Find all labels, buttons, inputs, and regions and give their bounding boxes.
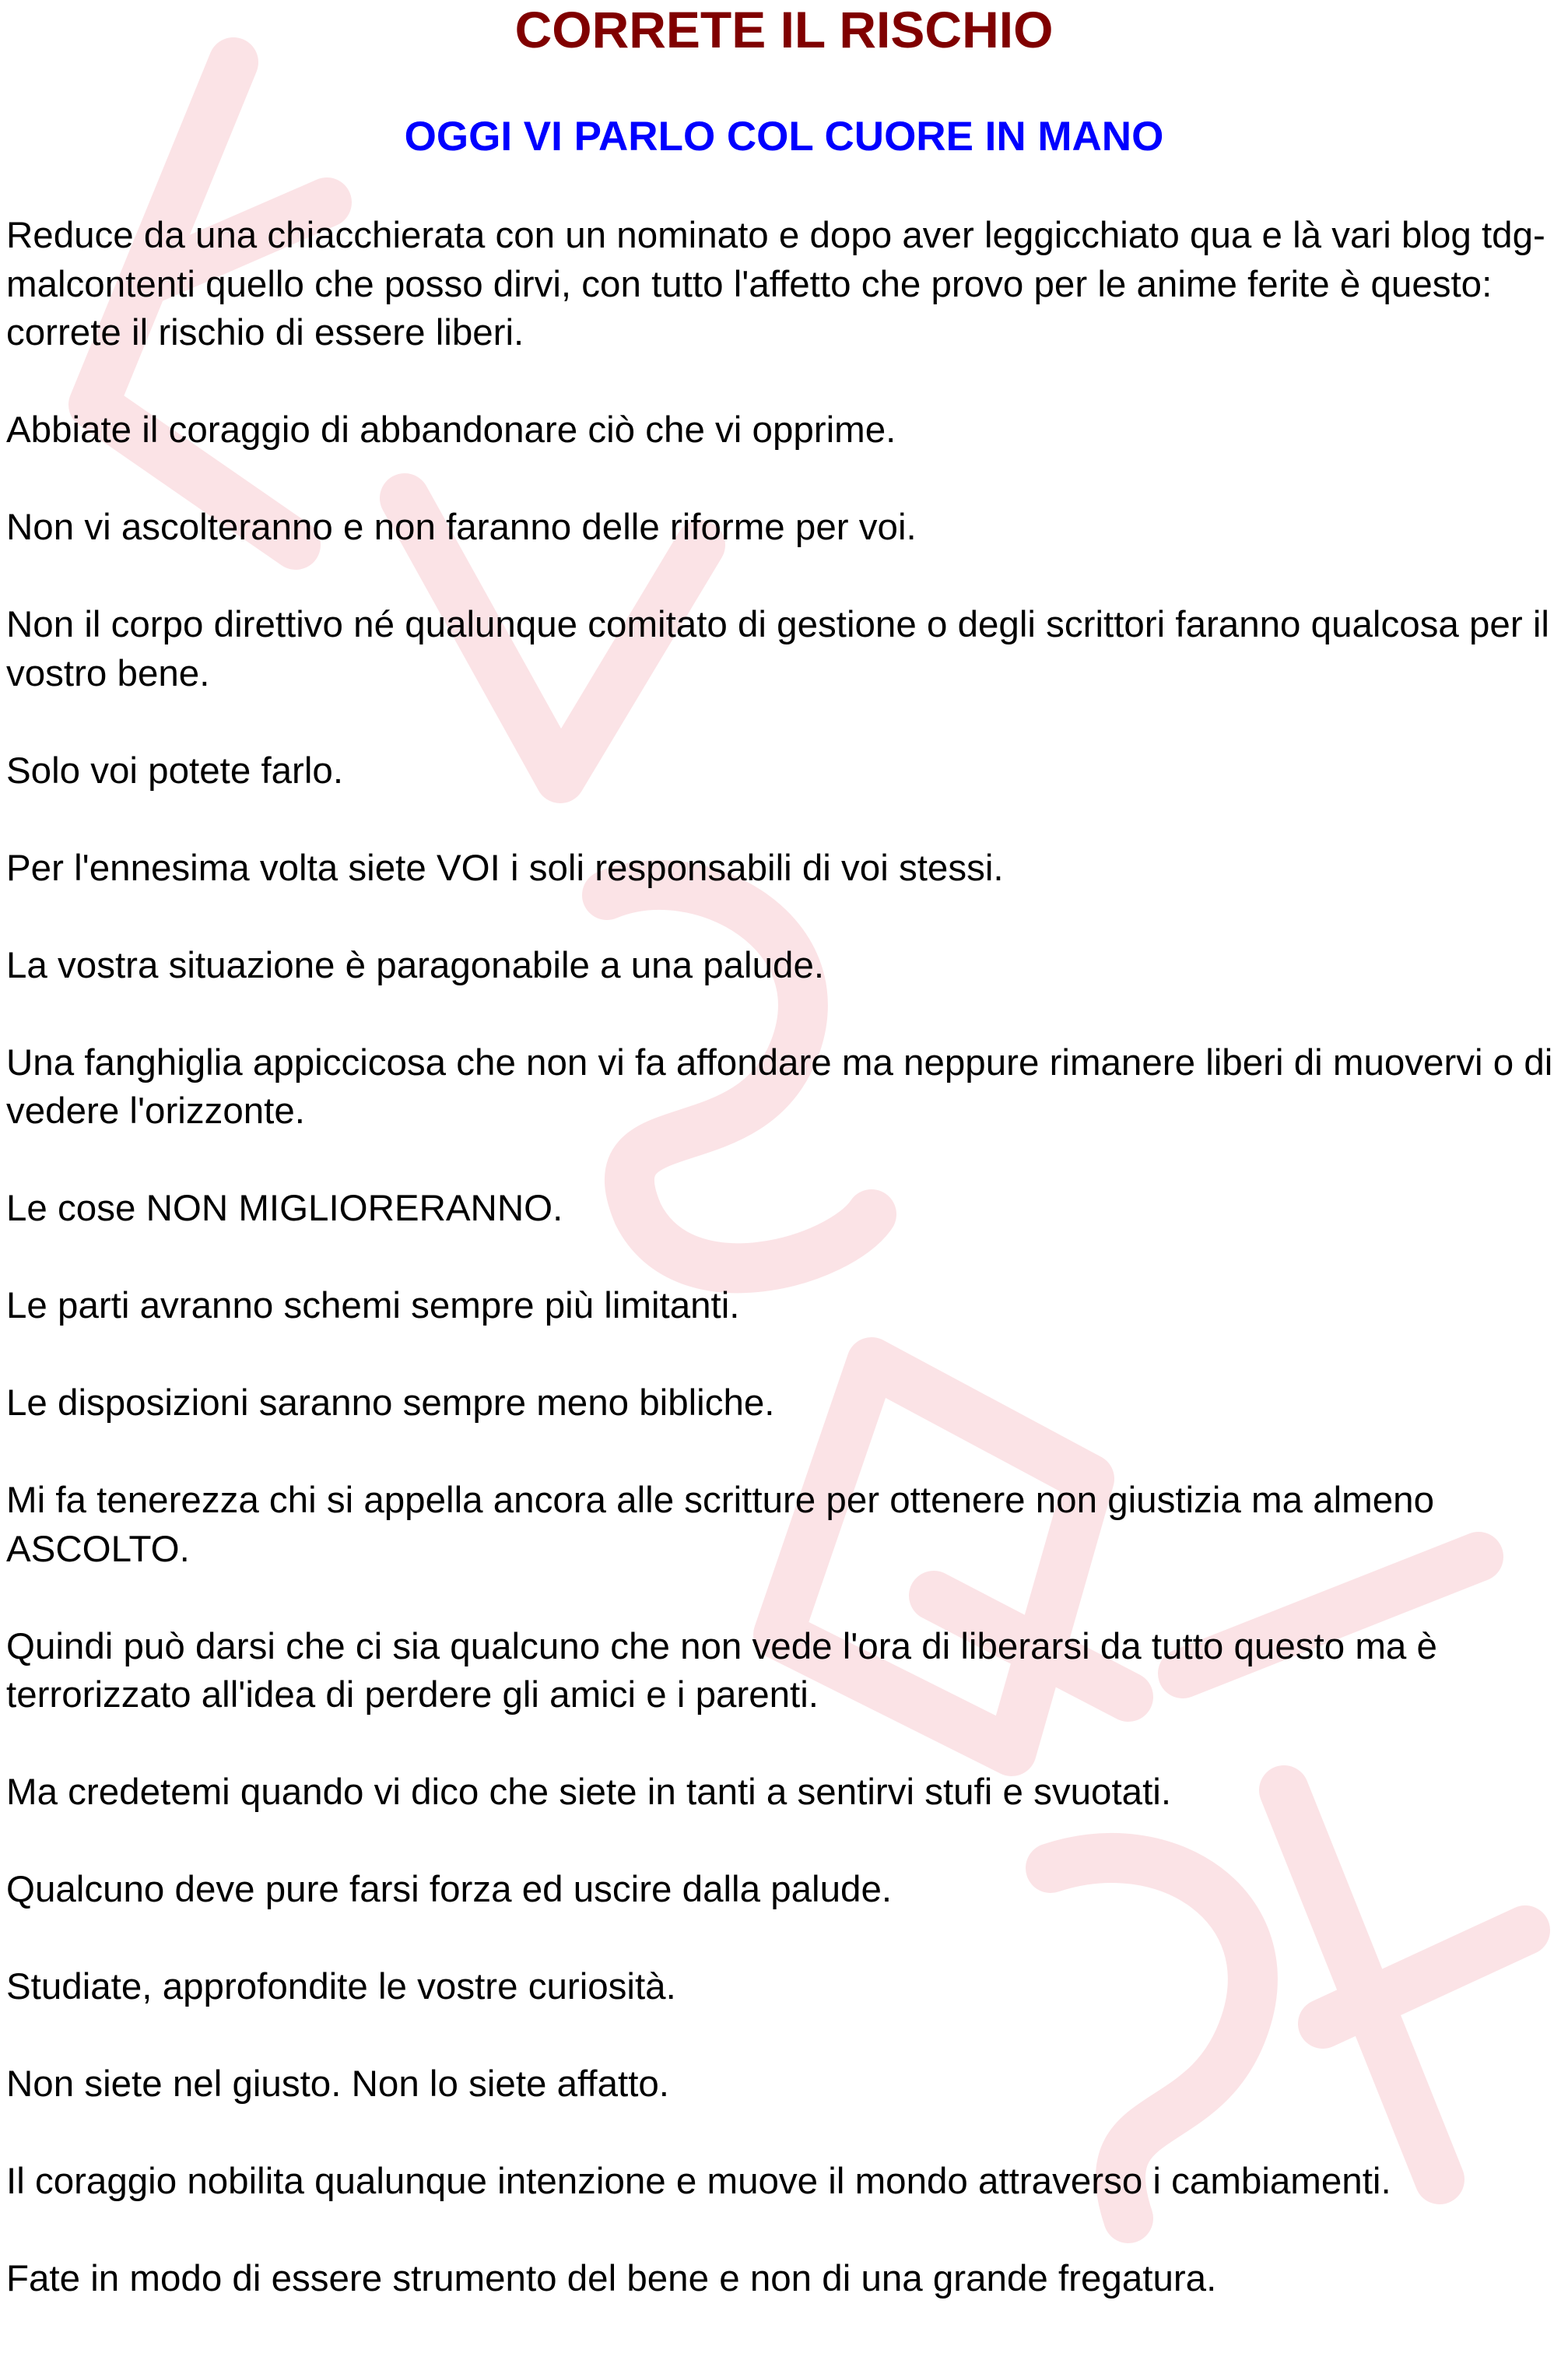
paragraph: Reduce da una chiacchierata con un nominato e dopo aver leggicchiato qua e là vari blog tdg-malcontenti quello che posso dirvi, con tutto l'affetto che provo per le anime ferite è questo: correte il rischio di essere liberi. xyxy=(6,215,1545,353)
paragraph: Per l'ennesima volta siete VOI i soli responsabili di voi stessi. xyxy=(6,847,1004,889)
page-title: CORRETE IL RISCHIO xyxy=(514,1,1054,58)
page-subtitle: OGGI VI PARLO COL CUORE IN MANO xyxy=(404,114,1164,160)
paragraph: Quindi può darsi che ci sia qualcuno che non vede l'ora di liberarsi da tutto questo ma è terrorizzato all'idea di perdere gli amici e i parenti. xyxy=(6,1625,1437,1716)
paragraph: Qualcuno deve pure farsi forza ed uscire dalla palude. xyxy=(6,1869,893,1910)
paragraph: Le cose NON MIGLIORERANNO. xyxy=(6,1188,563,1229)
paragraph: Non il corpo direttivo né qualunque comitato di gestione o degli scrittori faranno qualcosa per il vostro bene. xyxy=(6,604,1549,694)
paragraph: Abbiate il coraggio di abbandonare ciò che vi opprime. xyxy=(6,409,896,451)
paragraph: Fate in modo di essere strumento del bene e non di una grande fregatura. xyxy=(6,2258,1217,2299)
paragraph: Mi fa tenerezza chi si appella ancora alle scritture per ottenere non giustizia ma almeno ASCOLTO. xyxy=(6,1480,1434,1570)
paragraph: Studiate, approfondite le vostre curiosità. xyxy=(6,1966,676,2007)
paragraph: Solo voi potete farlo. xyxy=(6,750,344,792)
paragraph: Il coraggio nobilita qualunque intenzione e muove il mondo attraverso i cambiamenti. xyxy=(6,2161,1391,2202)
paragraph: Le parti avranno schemi sempre più limitanti. xyxy=(6,1285,740,1326)
paragraph: La vostra situazione è paragonabile a una palude. xyxy=(6,944,825,986)
paragraph: Non vi ascolteranno e non faranno delle riforme per voi. xyxy=(6,507,917,548)
paragraph: Una fanghiglia appiccicosa che non vi fa affondare ma neppure rimanere liberi di muovervi o di vedere l'orizzonte. xyxy=(6,1041,1553,1132)
paragraph: Non siete nel giusto. Non lo siete affatto. xyxy=(6,2063,670,2105)
article-body xyxy=(6,212,1555,2352)
paragraph: Ma credetemi quando vi dico che siete in tanti a sentirvi stufi e svuotati. xyxy=(6,1772,1172,1813)
paragraph: Le disposizioni saranno sempre meno bibliche. xyxy=(6,1382,775,1424)
